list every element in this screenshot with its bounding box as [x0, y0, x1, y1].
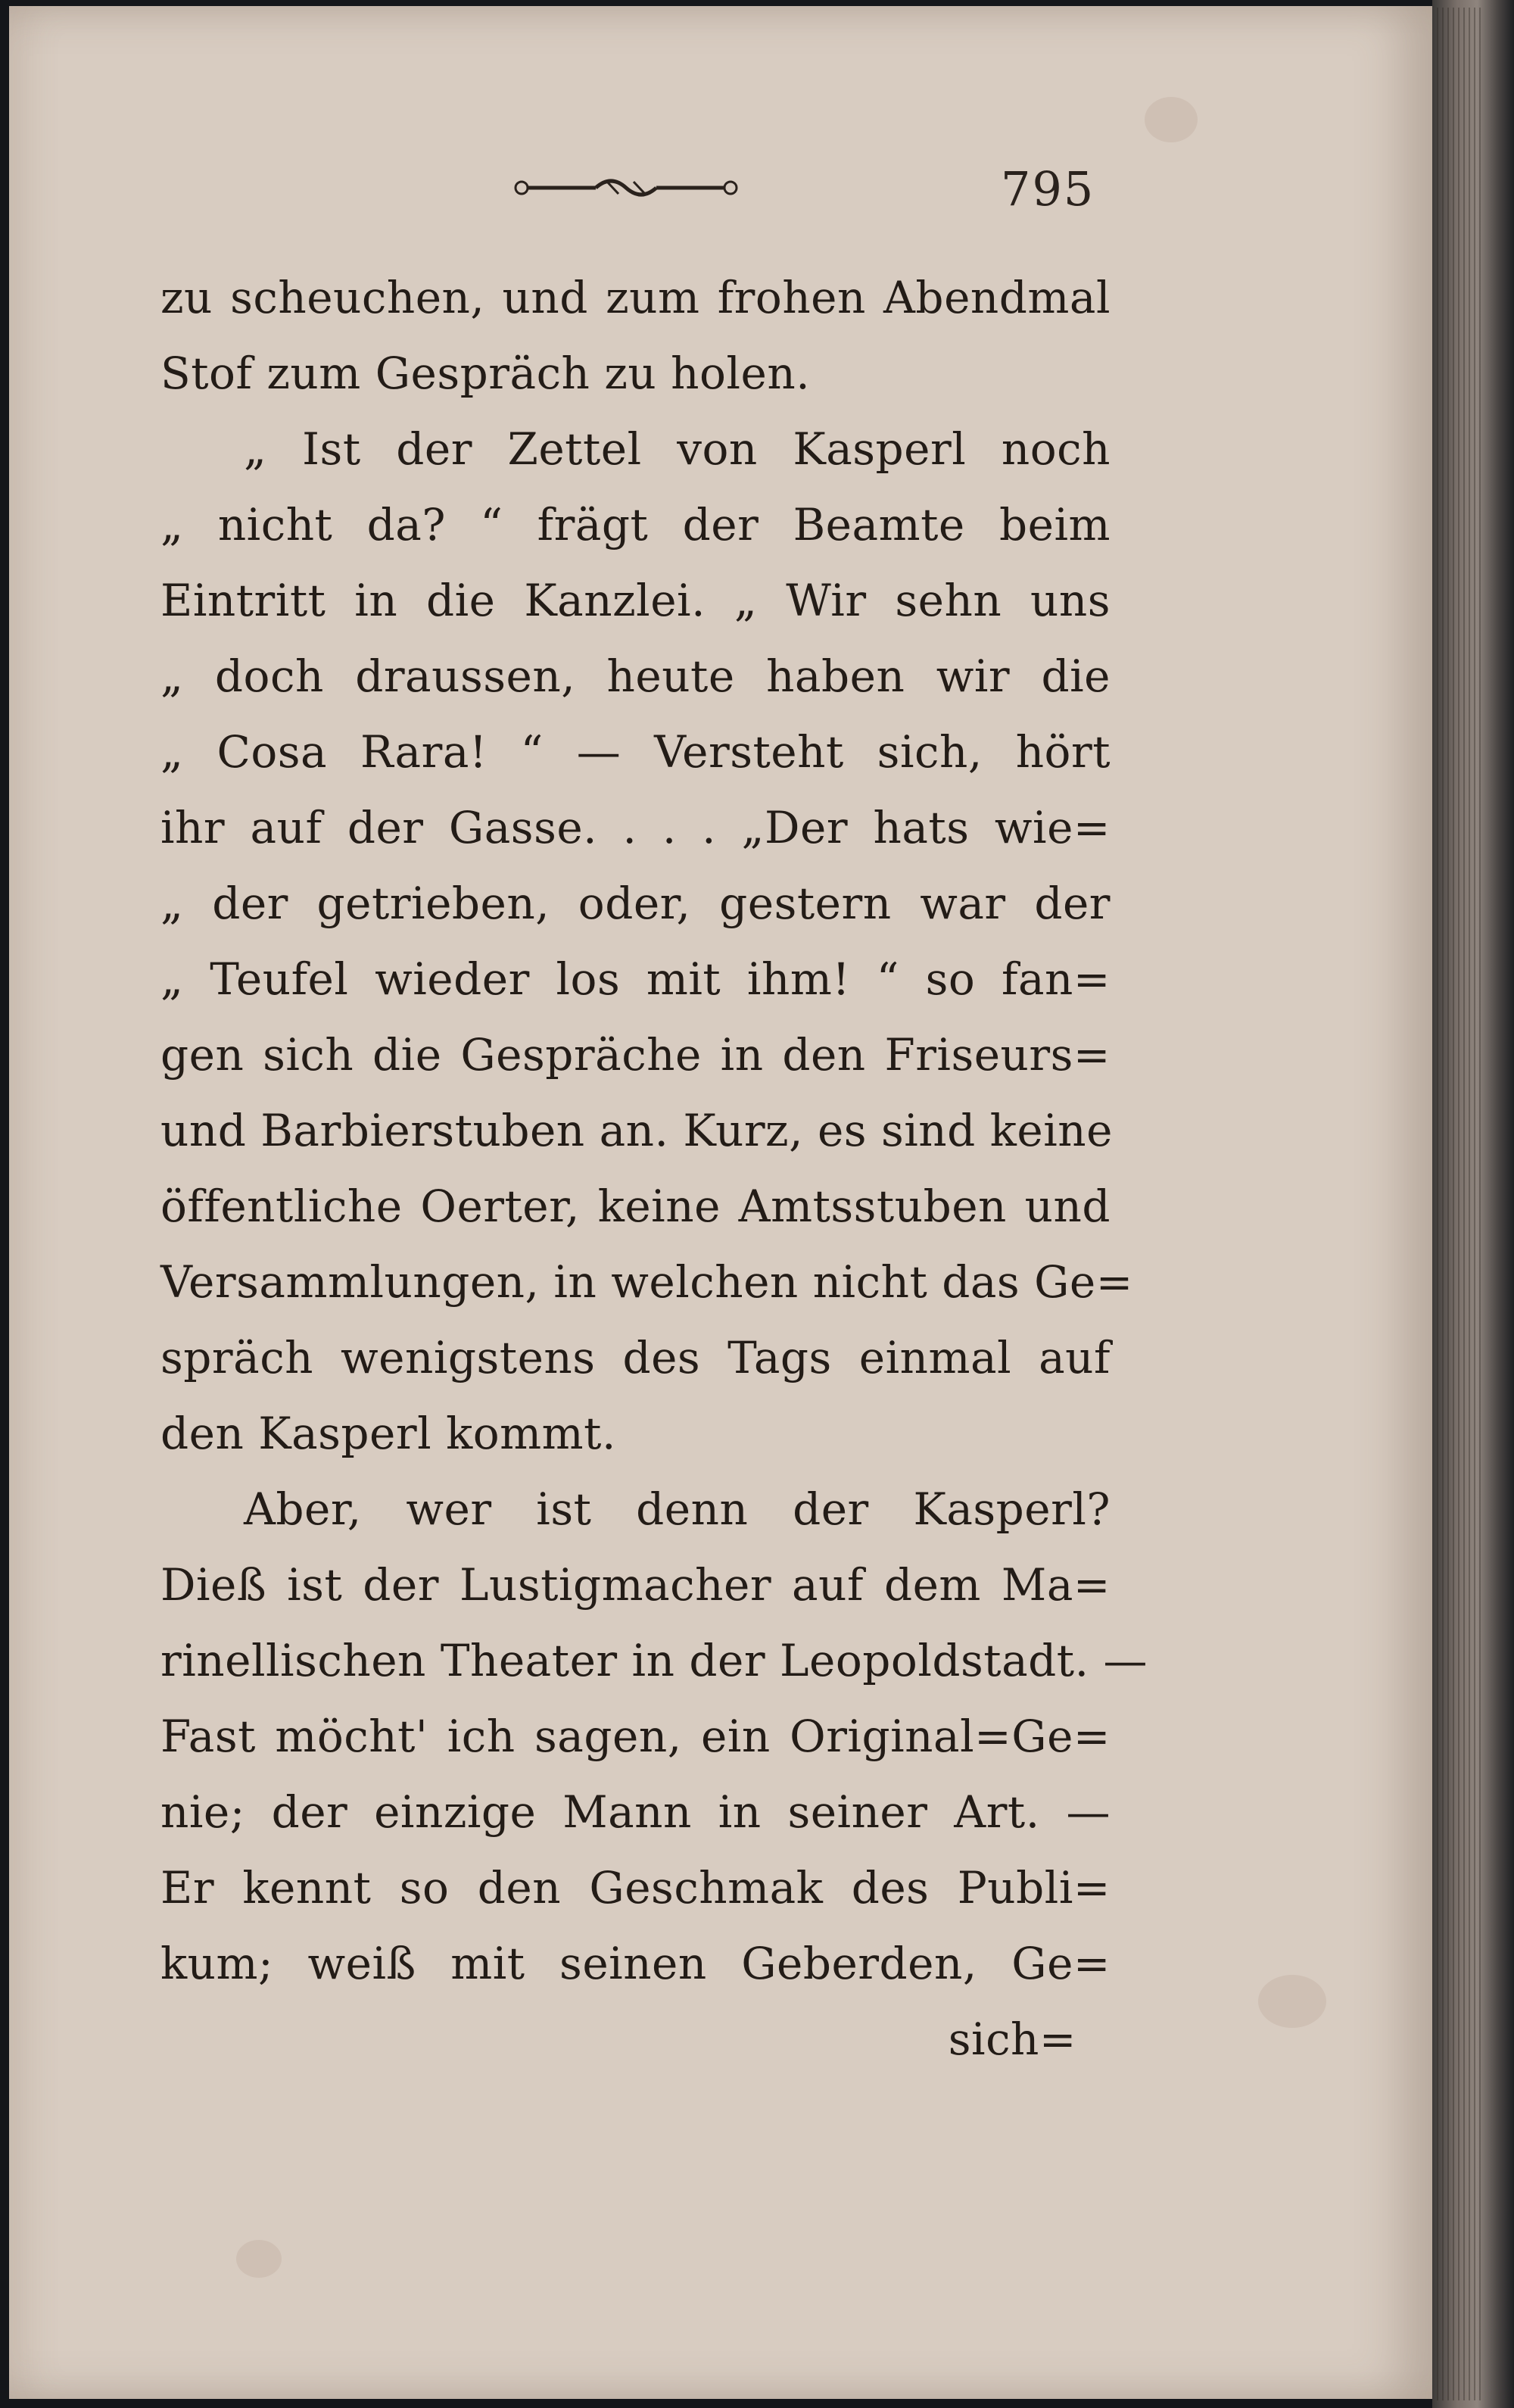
text-line: kum; weiß mit seinen Geberden, Ge=	[160, 1938, 1111, 1989]
text-line: Eintritt in die Kanzlei. „ Wir sehn uns	[160, 575, 1111, 626]
foxing-spot	[1145, 97, 1198, 142]
text-line: öffentliche Oerter, keine Amtsstuben und	[160, 1181, 1111, 1232]
text-line: „ Ist der Zettel von Kasperl noch	[244, 423, 1111, 475]
text-line: den Kasperl kommt.	[160, 1408, 616, 1459]
text-line: „ doch draussen, heute haben wir die	[160, 650, 1111, 702]
text-line: spräch wenigstens des Tags einmal auf	[160, 1332, 1111, 1383]
text-line: Fast möcht' ich sagen, ein Original=Ge=	[160, 1711, 1111, 1762]
foxing-spot	[236, 2240, 282, 2278]
page-edge-texture	[1437, 8, 1482, 2400]
text-line: Aber, wer ist denn der Kasperl?	[244, 1483, 1111, 1535]
foxing-spot	[1258, 1975, 1326, 2028]
text-line: Versammlungen, in welchen nicht das Ge=	[160, 1256, 1133, 1308]
text-line: rinellischen Theater in der Leopoldstadt. —	[160, 1635, 1148, 1686]
text-line: zu scheuchen, und zum frohen Abendmal	[160, 272, 1111, 323]
ornament-rule-icon	[512, 173, 740, 203]
text-line: „ Cosa Rara! “ — Versteht sich, hört	[160, 726, 1111, 778]
text-line: und Barbierstuben an. Kurz, es sind keine	[160, 1105, 1113, 1156]
book-page	[9, 6, 1432, 2399]
text-line: ihr auf der Gasse. . . . „Der hats wie=	[160, 802, 1111, 853]
text-line: Stof zum Gespräch zu holen.	[160, 348, 811, 399]
catchword: sich=	[948, 2013, 1076, 2065]
text-line: „ Teufel wieder los mit ihm! “ so fan=	[160, 953, 1111, 1005]
text-line: Er kennt so den Geschmak des Publi=	[160, 1862, 1111, 1914]
text-line: nie; der einzige Mann in seiner Art. —	[160, 1786, 1111, 1838]
text-line: gen sich die Gespräche in den Friseurs=	[160, 1029, 1111, 1081]
text-line: „ nicht da? “ frägt der Beamte beim	[160, 499, 1111, 551]
page-number: 795	[1001, 161, 1095, 217]
text-line: Dieß ist der Lustigmacher auf dem Ma=	[160, 1559, 1111, 1611]
text-line: „ der getrieben, oder, gestern war der	[160, 878, 1111, 929]
